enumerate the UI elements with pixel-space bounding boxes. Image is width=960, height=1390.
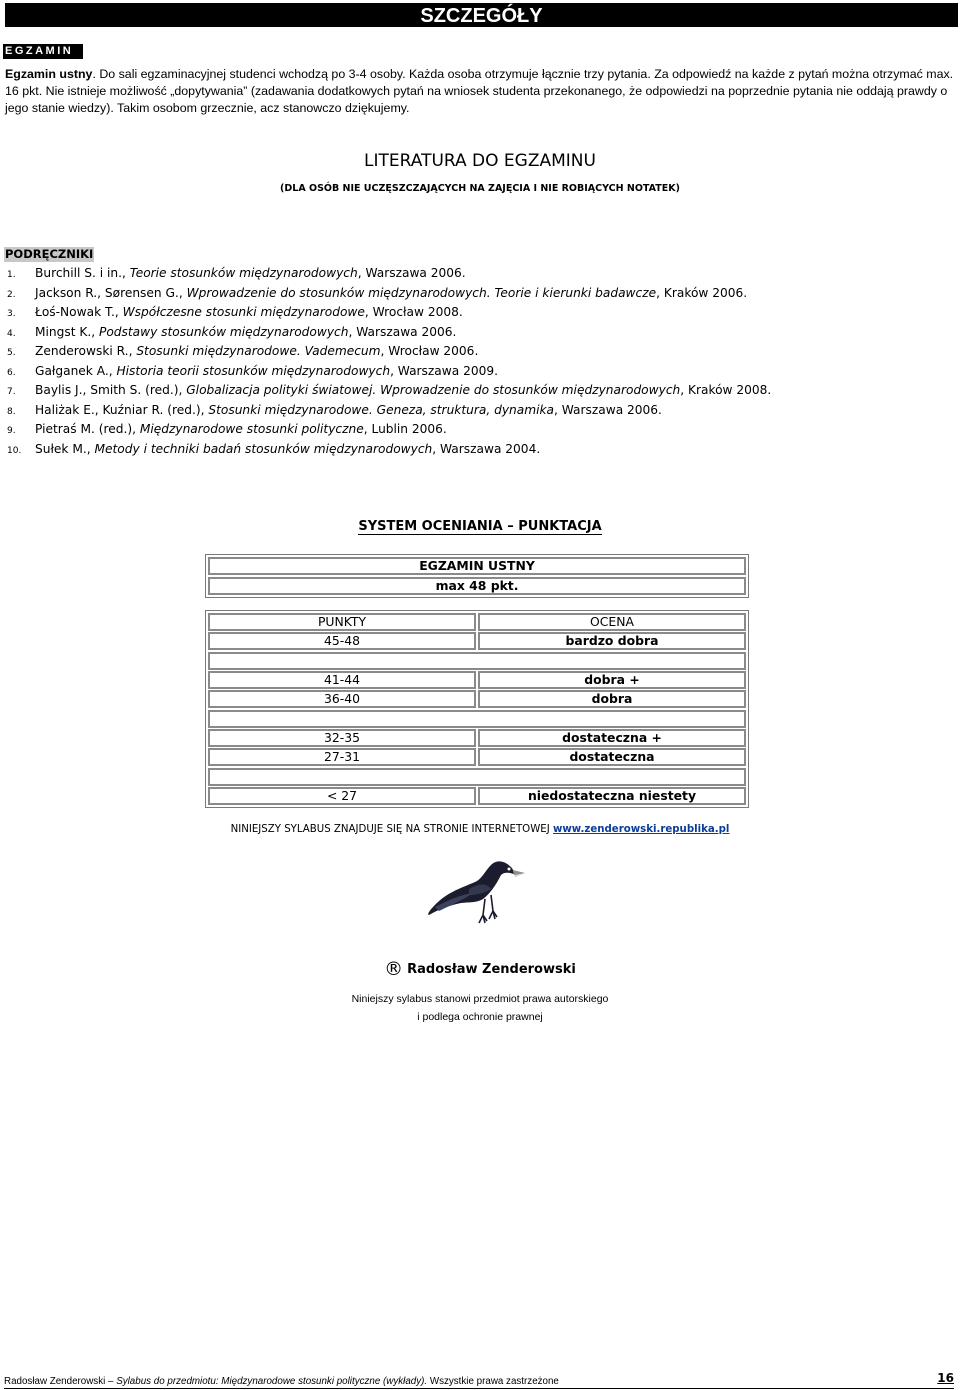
crow-illustration xyxy=(425,853,535,928)
grade-cell xyxy=(478,729,746,747)
item-publication: , Wrocław 2006. xyxy=(380,344,479,358)
item-author: Haliżak E., Kuźniar R. (red.) xyxy=(35,402,201,417)
item-author: Pietraś M. (red.) xyxy=(35,422,133,436)
item-number: 10. xyxy=(7,445,22,456)
item-sep: , xyxy=(114,305,123,319)
website-note-text: NINIEJSZY SYLABUS ZNAJDUJE SIĘ NA STRONIE INTERNETOWEJ xyxy=(230,824,553,835)
item-number: 7. xyxy=(7,387,16,397)
grade-cell-text: dostateczna xyxy=(569,749,655,764)
footer-dash: – xyxy=(105,1376,117,1387)
item-sep: , xyxy=(132,422,140,436)
grade-cell xyxy=(478,671,746,689)
item-sep: , xyxy=(108,363,117,378)
grading-title-text: SYSTEM OCENIANIA – PUNKTACJA xyxy=(358,519,602,534)
item-title: Wprowadzenie do stosunków międzynarodowych. Teorie i kierunki badawcze xyxy=(186,285,657,300)
points-cell-text: < 27 xyxy=(326,788,358,803)
crow-icon xyxy=(428,861,525,923)
grade-header-text: OCENA xyxy=(590,614,634,629)
grading-title xyxy=(0,519,960,534)
item-number: 5. xyxy=(7,348,16,358)
registered-mark: ® xyxy=(384,958,404,980)
item-publication: , Warszawa 2004. xyxy=(432,441,541,456)
points-cell-text: 27-31 xyxy=(323,749,360,764)
item-title: Stosunki międzynarodowe. Geneza, struktura, dynamika xyxy=(208,402,555,417)
item-sep: , xyxy=(200,402,209,417)
page-footer xyxy=(4,1371,954,1389)
item-author: Sułek M. xyxy=(35,441,87,456)
item-author: Baylis J., Smith S. (red.) xyxy=(35,383,179,397)
item-publication: , Warszawa 2006. xyxy=(348,324,457,339)
item-author: Gałganek A. xyxy=(35,363,109,378)
grade-cell-text: dobra + xyxy=(584,672,640,687)
item-title: Współczesne stosunki międzynarodowe xyxy=(122,305,365,319)
footer-rights: Wszystkie prawa zastrzeżone xyxy=(427,1376,559,1387)
item-author: Łoś-Nowak T. xyxy=(35,305,115,319)
bibliography-item xyxy=(7,264,947,284)
item-publication: , Wrocław 2008. xyxy=(364,305,463,319)
item-number: 3. xyxy=(7,309,16,319)
bibliography-item xyxy=(7,284,947,304)
exam-label: EGZAMIN USTNY xyxy=(419,558,535,573)
exam-lead: Egzamin ustny xyxy=(5,67,93,81)
points-cell xyxy=(208,632,476,650)
item-number: 2. xyxy=(7,289,16,300)
item-publication: , Warszawa 2006. xyxy=(357,266,466,280)
item-title: Międzynarodowe stosunki polityczne xyxy=(139,422,364,436)
bibliography-item xyxy=(7,323,947,343)
points-cell-text: 36-40 xyxy=(323,691,360,706)
grade-cell xyxy=(478,632,746,650)
item-title: Historia teorii stosunków międzynarodowych xyxy=(116,363,391,378)
item-number: 9. xyxy=(7,426,16,436)
website-note xyxy=(0,824,960,835)
grade-cell-text: dostateczna + xyxy=(562,730,662,745)
bibliography-item xyxy=(7,401,947,421)
item-author: Zenderowski R. xyxy=(35,344,129,358)
item-number: 6. xyxy=(7,367,16,378)
copyright-line-2: i podlega ochronie prawnej xyxy=(417,1011,543,1023)
item-publication: , Kraków 2006. xyxy=(656,285,748,300)
points-cell-text: 45-48 xyxy=(323,633,360,648)
literature-subtitle: (DLA OSÓB NIE UCZĘSZCZAJĄCYCH NA ZAJĘCIA I NIE ROBIĄCYCH NOTATEK) xyxy=(280,183,680,194)
item-publication: , Lublin 2006. xyxy=(363,422,447,436)
item-publication: , Kraków 2008. xyxy=(680,383,772,397)
grading-separator-row xyxy=(208,652,746,670)
item-title: Stosunki międzynarodowe. Vademecum xyxy=(136,344,381,358)
item-number: 4. xyxy=(7,328,16,339)
grade-cell-text: niedostateczna niestety xyxy=(527,788,697,803)
grade-cell xyxy=(478,748,746,766)
points-cell xyxy=(208,671,476,689)
page-header-title: SZCZEGÓŁY xyxy=(5,3,958,27)
item-sep: , xyxy=(91,324,99,339)
grade-header xyxy=(478,613,746,631)
website-link[interactable]: www.zenderowski.republika.pl xyxy=(552,824,730,835)
grade-cell-text: dobra xyxy=(591,691,633,706)
exam-label-cell xyxy=(208,557,746,575)
item-author: Mingst K. xyxy=(35,324,92,339)
copyright-line-1: Niniejszy sylabus stanowi przedmiot prawa autorskiego xyxy=(351,993,609,1005)
item-author: Jackson R., Sørensen G. xyxy=(35,285,179,300)
author-name: Radosław Zenderowski xyxy=(407,962,576,977)
footer-course: Sylabus do przedmiotu: Międzynarodowe stosunki polityczne (wykłady). xyxy=(116,1376,428,1387)
points-cell xyxy=(208,787,476,805)
max-points: max 48 pkt. xyxy=(435,578,519,593)
points-cell xyxy=(208,690,476,708)
points-cell-text: 32-35 xyxy=(323,730,360,745)
exam-text: . Do sali egzaminacyjnej studenci wchodzą po 3-4 osoby. Każda osoba otrzymuje łącznie trzy pytania. Za odpowiedź na każde z pytań można otrzymać max. 16 pkt. Nie istnieje możliwość „dopytywania” (zadawania dodatkowych pytań na wniosek studenta przekonanego, że odpowiedzi na poprzednie pytania nie oddają prawdy o jego stanie wiedzy). Takim osobom grzecznie, acz stanowczo dziękujemy. xyxy=(5,67,954,115)
item-sep: , xyxy=(178,285,187,300)
item-title: Globalizacja polityki światowej. Wprowadzenie do stosunków międzynarodowych xyxy=(186,383,681,397)
item-publication: , Warszawa 2006. xyxy=(554,402,662,417)
footer-author: Radosław Zenderowski xyxy=(4,1376,106,1387)
points-cell xyxy=(208,729,476,747)
bibliography-item xyxy=(7,303,947,323)
bibliography-item xyxy=(7,440,947,460)
bibliography-item xyxy=(7,342,947,362)
item-title: Metody i techniki badań stosunków międzynarodowych xyxy=(94,441,433,456)
item-title: Teorie stosunków międzynarodowych xyxy=(129,266,358,280)
grade-cell-text: bardzo dobra xyxy=(565,633,659,648)
bibliography-item xyxy=(7,381,947,401)
section-label-egzamin: EGZAMIN xyxy=(3,44,83,59)
bibliography-item xyxy=(7,420,947,440)
grade-cell xyxy=(478,787,746,805)
item-sep: , xyxy=(178,383,187,397)
points-cell xyxy=(208,748,476,766)
max-points-cell xyxy=(208,577,746,595)
item-number: 1. xyxy=(7,270,16,280)
literature-title: LITERATURA DO EGZAMINU xyxy=(364,151,596,171)
textbooks-label: PODRĘCZNIKI xyxy=(5,247,94,261)
item-sep: , xyxy=(122,266,130,280)
item-sep: , xyxy=(86,441,95,456)
exam-description xyxy=(5,66,957,117)
author-line xyxy=(0,958,960,980)
points-header xyxy=(208,613,476,631)
points-header-text: PUNKTY xyxy=(317,614,367,629)
item-title: Podstawy stosunków międzynarodowych xyxy=(98,324,349,339)
item-number: 8. xyxy=(7,406,16,417)
grading-separator-row xyxy=(208,710,746,728)
item-publication: , Warszawa 2009. xyxy=(390,363,498,378)
bibliography-item xyxy=(7,362,947,382)
points-cell-text: 41-44 xyxy=(323,672,360,687)
grade-cell xyxy=(478,690,746,708)
page-number: 16 xyxy=(937,1371,954,1385)
item-sep: , xyxy=(128,344,137,358)
item-author: Burchill S. i in. xyxy=(35,266,123,280)
grading-separator-row xyxy=(208,768,746,786)
